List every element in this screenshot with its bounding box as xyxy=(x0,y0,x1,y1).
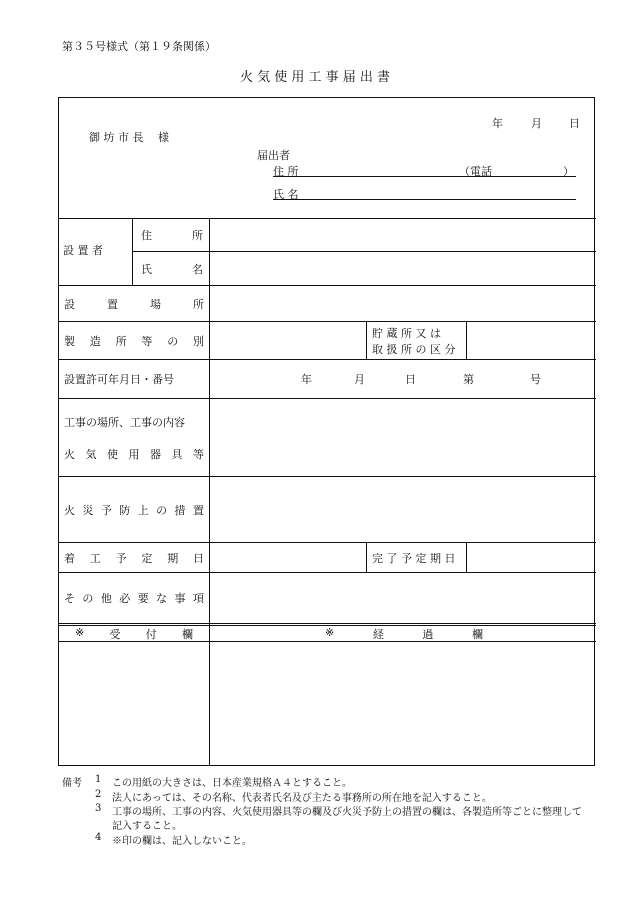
form-table xyxy=(58,97,595,766)
permit-year: 年 xyxy=(301,373,312,386)
installer-label: 設 置 者 xyxy=(63,244,103,257)
permit-label: 設置許可年月日・番号 xyxy=(64,373,174,386)
progress-label: ※ 経 過 欄 xyxy=(325,626,483,641)
end-date-label: 完 了 予 定 期 日 xyxy=(372,552,456,565)
applicant-address-label: 住 所 xyxy=(273,165,299,178)
work-label-line1: 工事の場所、工事の内容 xyxy=(64,416,185,429)
phone-close: ） xyxy=(563,165,574,178)
note-3-number: 3 xyxy=(95,803,102,814)
permit-number-suffix: 号 xyxy=(530,373,541,386)
note-2-number: 2 xyxy=(95,789,102,800)
document-title: 火 気 使 用 工 事 届 出 書 xyxy=(239,70,391,85)
date-year-label: 年 xyxy=(492,117,503,130)
installer-address-label: 住 所 xyxy=(141,229,203,242)
date-month-label: 月 xyxy=(531,117,542,130)
addressee: 御 坊 市 長 様 xyxy=(89,131,169,144)
location-label: 設 置 場 所 xyxy=(64,298,204,311)
permit-number-prefix: 第 xyxy=(463,373,474,386)
note-3-text: 工事の場所、工事の内容、火気使用器具等の欄及び火災予防上の措置の欄は、各製造所等ごとに整理して xyxy=(112,807,582,818)
phone-label: （電話 xyxy=(459,165,492,178)
work-label-line2: 火 気 使 用 器 具 等 xyxy=(64,448,204,461)
date-day-label: 日 xyxy=(569,117,580,130)
storage-label-line1: 貯 蔵 所 又 は xyxy=(372,327,441,340)
storage-label-line2: 取 扱 所 の 区 分 xyxy=(372,343,456,356)
installer-name-label: 氏 名 xyxy=(141,263,203,276)
note-2-text: 法人にあっては、その名称、代表者氏名及び主たる事務所の所在地を記入すること。 xyxy=(112,793,492,804)
note-1-text: この用紙の大きさは、日本産業規格Ａ４とすること。 xyxy=(112,778,352,789)
note-4-number: 4 xyxy=(95,832,102,843)
fire-prevention-label: 火 災 予 防 上 の 措 置 xyxy=(64,504,204,517)
reception-label: ※ 受 付 欄 xyxy=(75,626,193,641)
start-date-label: 着 工 予 定 期 日 xyxy=(64,552,204,565)
notes-label: 備考 xyxy=(62,778,82,789)
note-3-continuation: 記入すること。 xyxy=(112,821,182,832)
other-label: そ の 他 必 要 な 事 項 xyxy=(64,592,204,605)
facility-type-label: 製 造 所 等 の 別 xyxy=(64,335,204,348)
note-4-text: ※印の欄は、記入しないこと。 xyxy=(112,836,252,847)
note-1-number: 1 xyxy=(95,774,102,785)
applicant-label: 届出者 xyxy=(257,149,290,162)
permit-month: 月 xyxy=(354,373,365,386)
applicant-name-label: 氏 名 xyxy=(273,188,299,201)
form-number: 第３５号様式（第１９条関係） xyxy=(62,40,216,53)
permit-day: 日 xyxy=(405,373,416,386)
